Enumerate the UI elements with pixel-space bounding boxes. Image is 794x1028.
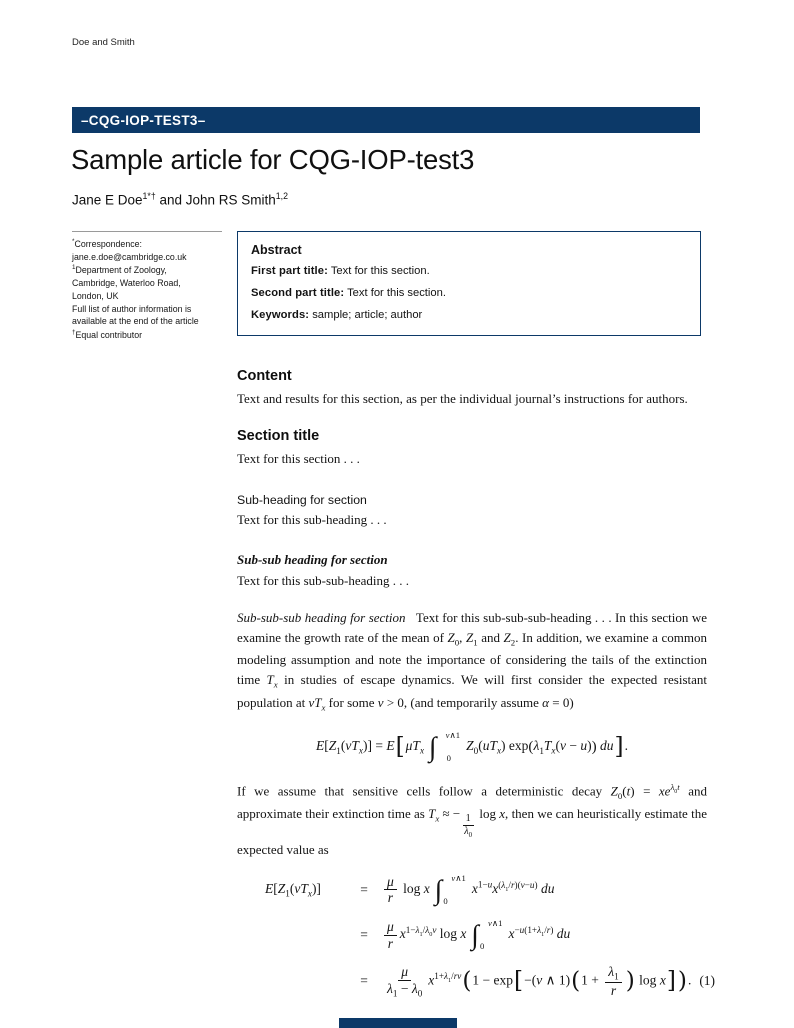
abstract-heading: Abstract	[251, 243, 302, 257]
deterministic-decay-paragraph: If we assume that sensitive cells follow a deterministic decay $Z_0(t) = xe^{\lambda_0t}$ and approximate their extinction time as $T_x$ ≈ − $\frac{1}{\lambda_0}$ log x, then we can heuristically estimate the expected value as	[237, 782, 707, 857]
sidebar-divider	[72, 231, 222, 232]
section-title-heading: Section title	[237, 428, 320, 445]
content-heading: Content	[237, 368, 292, 385]
equation-relation: =	[360, 972, 368, 988]
subsubheading: Sub-sub heading for section	[237, 551, 388, 567]
subheading: Sub-heading for section	[237, 492, 367, 507]
correspondence-text: *Correspondence: jane.e.doe@cambridge.co.uk $^1$Department of Zoology, Cambridge, Waterloo Road, London, UK Full list of author information is available at the end of the article †Equal contributor	[72, 238, 199, 341]
article-title: Sample article for CQG-IOP-test3	[71, 144, 475, 175]
equation-row	[265, 964, 716, 999]
subsubsub-paragraph: Sub-sub-sub heading for section Text for this sub-sub-sub-heading . . . In this section we examine the growth rate of the mean of $Z_0$, $Z_1$ and $Z_2$. In addition, we examine a common modeling assumption and note the importance of considering the tails of the extinction time $T_x$ in studies of escape dynamics. We will first consider the expected resistant population at $vT_x$ for some v > 0, (and temporarily assume α = 0)	[237, 609, 708, 713]
journal-banner	[72, 107, 700, 133]
equation-row	[265, 874, 707, 906]
equation-lhs: $E[Z_1(vT_x)]$	[265, 880, 321, 899]
author-line: Jane E Doe$^{1*\dagger}$ and John RS Smith$^{1,2}$	[72, 191, 288, 208]
content-paragraph: Text and results for this section, as per the individual journal’s instructions for authors.	[237, 391, 688, 407]
abstract-second-part: Second part title: Text for this section.	[251, 287, 446, 300]
main-column	[237, 231, 716, 1012]
correspondence-block	[72, 231, 224, 342]
equation-relation: =	[360, 881, 368, 897]
article-body-columns	[72, 231, 716, 1012]
abstract-keywords: Keywords: sample; article; author	[251, 309, 423, 322]
article-content	[237, 368, 716, 999]
equation-row	[265, 919, 707, 951]
section-text: Text for this section . . .	[237, 451, 360, 467]
equation-relation: =	[360, 926, 368, 942]
equation-rhs: $\frac{\mu}{r}$ log x ∫ v∧1 0 $x^{1-u}x^{(\lambda_1/r)(v-u)}$ du	[381, 874, 554, 906]
subheading-text: Text for this sub-heading . . .	[237, 511, 387, 527]
display-equation-1	[265, 872, 716, 999]
journal-banner-text: –CQG-IOP-TEST3–	[81, 112, 206, 128]
equation-rhs: $\frac{\mu}{\lambda_1 - \lambda_0}$ $x^{1+\lambda_1/rv}(1 - \exp[-(v$ ∧ 1)(1 + $\frac{\lambda_1}{r}$ ) log x]).	[387, 964, 692, 999]
abstract-box	[237, 231, 701, 336]
subsubheading-text: Text for this sub-sub-heading . . .	[237, 572, 410, 588]
abstract-first-part: First part title: Text for this section.	[251, 265, 430, 277]
display-equation-unnumbered: $E[Z_1(vT_x)] = E[\mu T_x$ ∫ v∧1 0 $Z_0(uT_x) \exp(\lambda_1T_x(v - u))$ du].	[316, 730, 628, 764]
running-head: Doe and Smith	[72, 37, 135, 48]
equation-number: (1)	[699, 972, 716, 988]
equation-rhs: $\frac{\mu}{r}$ $x^{1-\lambda_1/\lambda_0v}$ log x ∫ v∧1 0 $x^{-u(1+\lambda_1/r)}$ du	[381, 919, 570, 951]
footer-bar	[339, 1018, 457, 1028]
